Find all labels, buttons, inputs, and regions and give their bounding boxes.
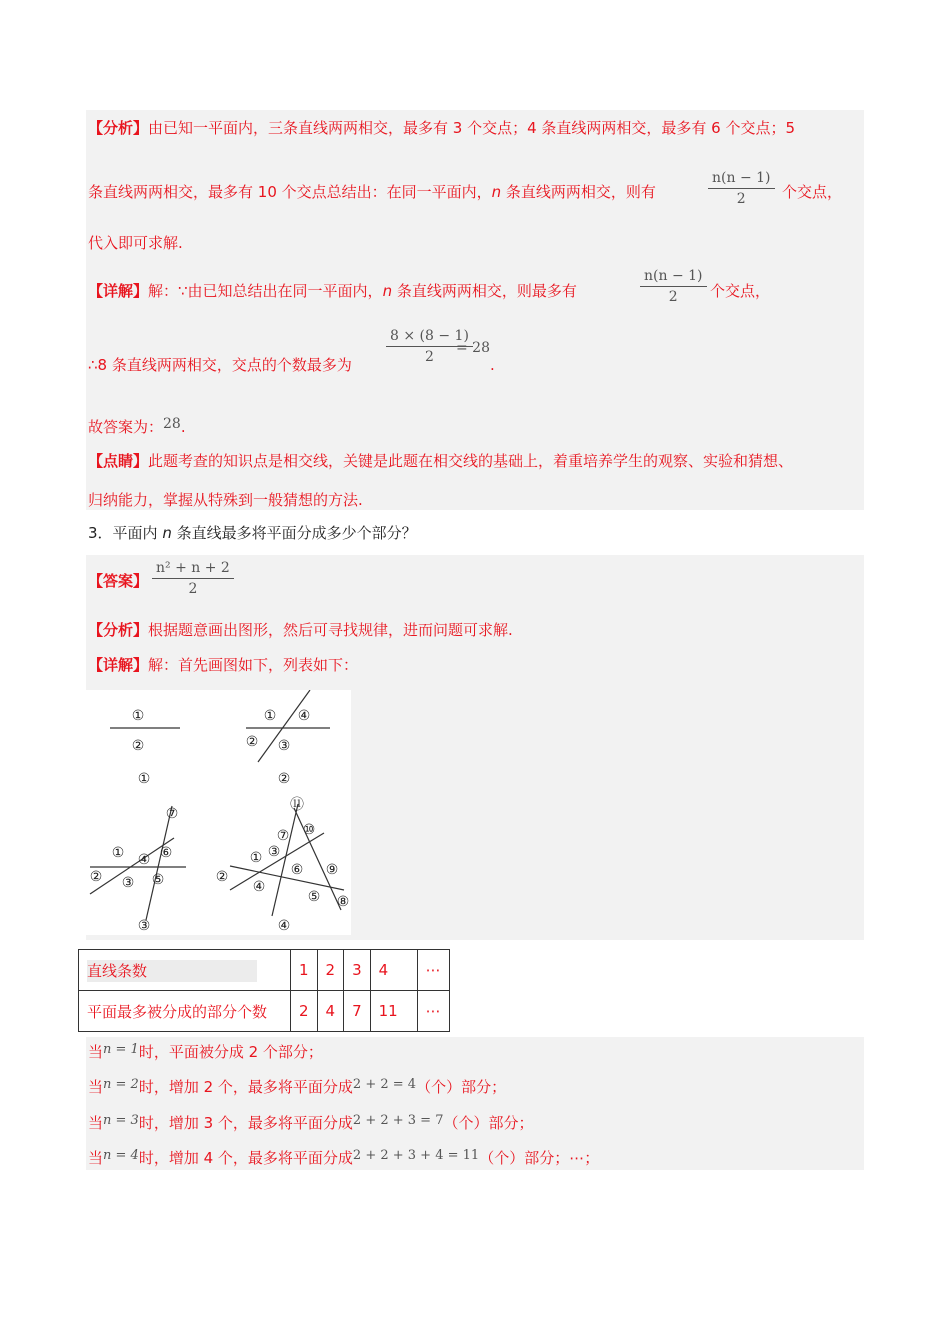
detail-line-2: ∴8 条直线两两相交，交点的个数最多为 [88, 356, 352, 374]
fig2-region-3: ③ [277, 738, 291, 754]
fig3-region-5: ⑤ [151, 872, 165, 888]
lines-figure [86, 690, 351, 935]
fig4-region-10: ⑩ [302, 822, 316, 838]
table-cell: 1 [291, 950, 318, 991]
fig4-region-2: ② [215, 869, 229, 885]
analysis-line-2: 条直线两两相交，最多有 10 个交点总结出：在同一平面内，n 条直线两两相交，则有 [88, 183, 656, 201]
lines-figure-svg [86, 690, 351, 935]
fig-caption-2: ② [277, 771, 291, 787]
analysis-line-2-end: 个交点， [782, 183, 843, 201]
fig-caption-4: ④ [277, 918, 291, 934]
fig2-region-4: ④ [297, 708, 311, 724]
q3-answer-fraction: $\frac{\text{n² + n + 2}}{2}$ [152, 560, 234, 597]
detail-line-2-end: . [490, 356, 495, 374]
fig4-region-1: ① [249, 850, 263, 866]
case-line-2: 当n = 2时，增加 2 个，最多将平面分成2 + 2 = 4（个）部分； [88, 1077, 507, 1096]
fig4-region-3: ③ [267, 844, 281, 860]
analysis-line-3: 代入即可求解. [88, 234, 183, 252]
detail-fraction-2-result: = 28 [456, 340, 490, 356]
analysis-line-1: 【分析】由已知一平面内，三条直线两两相交，最多有 3 个交点；4 条直线两两相交，最多有 6 个交点；5 [88, 119, 796, 137]
fig1-region-1: ① [131, 708, 145, 724]
fig2-region-2: ② [245, 734, 259, 750]
regions-table [78, 949, 450, 1032]
table-cell: 3 [344, 950, 371, 991]
table-row-label: 直线条数 [79, 950, 291, 991]
table-cell: ⋯ [417, 950, 449, 991]
q3-detail: 【详解】解：首先画图如下，列表如下： [88, 656, 359, 674]
table-cell: 2 [291, 991, 318, 1032]
q3-analysis: 【分析】根据题意画出图形，然后可寻找规律，进而问题可求解. [88, 621, 513, 639]
table-row-label: 平面最多被分成的部分个数 [79, 991, 291, 1032]
comment-line-2: 归纳能力，掌握从特殊到一般猜想的方法. [88, 491, 363, 509]
fig-caption-1: ① [137, 771, 151, 787]
fig3-region-3: ③ [121, 875, 135, 891]
case-line-1: 当n = 1时，平面被分成 2 个部分； [88, 1042, 323, 1061]
fig4-region-7: ⑦ [276, 828, 290, 844]
fig3-region-4: ④ [137, 852, 151, 868]
table-row [79, 991, 450, 1032]
fig4-region-9: ⑨ [325, 862, 339, 878]
case-line-4: 当n = 4时，增加 4 个，最多将平面分成2 + 2 + 3 + 4 = 11（个）部分；⋯； [88, 1148, 600, 1167]
fig4-line-2 [272, 804, 298, 916]
detail-fraction: $\frac{n(n - 1)}{2}$ [640, 268, 707, 305]
analysis-fraction: $\frac{n(n - 1)}{2}$ [708, 170, 775, 207]
fig3-region-6: ⑥ [159, 845, 173, 861]
fig4-region-8: ⑧ [336, 894, 350, 910]
q3-answer-label: 【答案】 [88, 572, 149, 590]
question-3: 3．平面内 n 条直线最多将平面分成多少个部分？ [88, 524, 417, 542]
detail-line-1: 【详解】解：∵由已知总结出在同一平面内，n 条直线两两相交，则最多有 [88, 282, 577, 300]
table-cell: 7 [344, 991, 371, 1032]
fig1-region-2: ② [131, 738, 145, 754]
fig4-region-11: ⑪ [290, 797, 304, 813]
table-cell: 11 [370, 991, 417, 1032]
table-cell: ⋯ [417, 991, 449, 1032]
fig3-region-7: ⑦ [165, 806, 179, 822]
fig4-region-6: ⑥ [290, 862, 304, 878]
case-line-3: 当n = 3时，增加 3 个，最多将平面分成2 + 2 + 3 = 7（个）部分； [88, 1113, 534, 1132]
fig3-region-2: ② [89, 869, 103, 885]
fig4-region-5: ⑤ [307, 889, 321, 905]
fig2-region-1: ① [263, 708, 277, 724]
table-cell: 4 [370, 950, 417, 991]
answer-line: 故答案为：28. [88, 416, 186, 436]
detail-line-1-end: 个交点， [710, 282, 771, 300]
table-cell: 4 [317, 991, 344, 1032]
fig-caption-3: ③ [137, 918, 151, 934]
detail-fraction-2: $\frac{8 \times (8 - 1)}{2}$ [386, 328, 473, 365]
table-cell: 2 [317, 950, 344, 991]
fig3-region-1: ① [111, 845, 125, 861]
comment-line-1: 【点睛】此题考查的知识点是相交线，关键是此题在相交线的基础上，着重培养学生的观察、实验和猜想、 [88, 452, 794, 470]
fig4-region-4: ④ [252, 879, 266, 895]
table-row [79, 950, 450, 991]
